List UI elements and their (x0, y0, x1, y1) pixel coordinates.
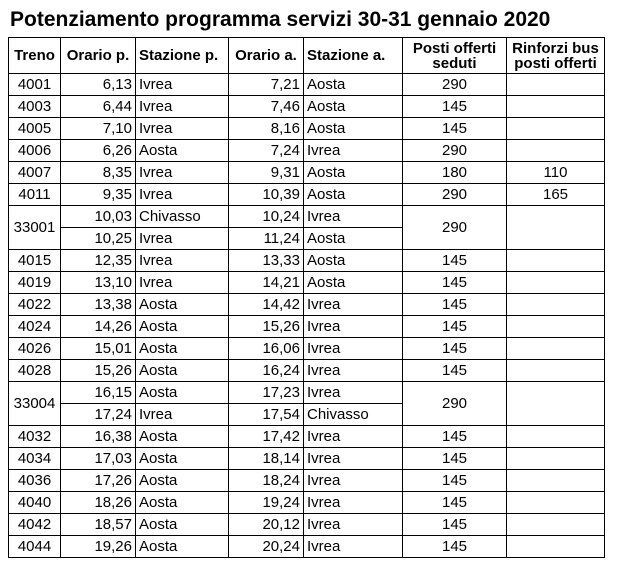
header-rinforzi-bus (507, 38, 605, 74)
rinforzi-cell (507, 382, 605, 426)
posti-cell: 145 (403, 448, 507, 470)
stazione-partenza-cell: Ivrea (136, 118, 229, 140)
table-row (9, 514, 605, 536)
orario-partenza-cell: 7,10 (61, 118, 136, 140)
stazione-arrivo-cell: Ivrea (304, 382, 403, 404)
rinforzi-cell (507, 470, 605, 492)
stazione-partenza-cell: Aosta (136, 382, 229, 404)
table-body (9, 74, 605, 558)
rinforzi-cell (507, 426, 605, 448)
header-posti-offerti (403, 38, 507, 74)
treno-cell: 4040 (9, 492, 61, 514)
stazione-arrivo-cell: Aosta (304, 228, 403, 250)
orario-arrivo-cell: 17,54 (229, 404, 304, 426)
table-row (9, 470, 605, 492)
rinforzi-cell (507, 536, 605, 558)
orario-partenza-cell: 18,57 (61, 514, 136, 536)
posti-cell: 145 (403, 338, 507, 360)
orario-arrivo-cell: 17,42 (229, 426, 304, 448)
rinforzi-cell (507, 206, 605, 250)
stazione-partenza-cell: Ivrea (136, 404, 229, 426)
stazione-arrivo-cell: Aosta (304, 184, 403, 206)
treno-cell: 4026 (9, 338, 61, 360)
sheet-title: Potenziamento programma servizi 30-31 gennaio 2020 (10, 8, 551, 31)
treno-cell: 4007 (9, 162, 61, 184)
table-row (9, 448, 605, 470)
orario-partenza-cell: 10,03 (61, 206, 136, 228)
schedule-table (8, 37, 605, 558)
stazione-partenza-cell: Aosta (136, 338, 229, 360)
stazione-partenza-cell: Aosta (136, 536, 229, 558)
stazione-partenza-cell: Ivrea (136, 250, 229, 272)
table-row (9, 382, 605, 404)
table-row (9, 118, 605, 140)
orario-arrivo-cell: 9,31 (229, 162, 304, 184)
orario-arrivo-cell: 11,24 (229, 228, 304, 250)
posti-cell: 145 (403, 360, 507, 382)
rinforzi-cell (507, 74, 605, 96)
rinforzi-cell (507, 338, 605, 360)
posti-cell: 290 (403, 140, 507, 162)
orario-partenza-cell: 12,35 (61, 250, 136, 272)
rinforzi-cell (507, 250, 605, 272)
table-row (9, 140, 605, 162)
treno-cell: 4028 (9, 360, 61, 382)
table-row (9, 536, 605, 558)
table-row (9, 162, 605, 184)
header-posti-line-2: seduti (432, 54, 477, 72)
stazione-partenza-cell: Aosta (136, 426, 229, 448)
posti-cell: 145 (403, 514, 507, 536)
stazione-arrivo-cell: Ivrea (304, 470, 403, 492)
orario-partenza-cell: 15,01 (61, 338, 136, 360)
stazione-partenza-cell: Ivrea (136, 272, 229, 294)
treno-cell: 4034 (9, 448, 61, 470)
rinforzi-cell: 165 (507, 184, 605, 206)
posti-cell: 145 (403, 536, 507, 558)
posti-cell: 290 (403, 184, 507, 206)
posti-cell: 145 (403, 118, 507, 140)
orario-partenza-cell: 19,26 (61, 536, 136, 558)
header-orario-arrivo: Orario a. (229, 38, 304, 74)
table-row (9, 74, 605, 96)
orario-arrivo-cell: 10,39 (229, 184, 304, 206)
orario-arrivo-cell: 14,42 (229, 294, 304, 316)
orario-partenza-cell: 8,35 (61, 162, 136, 184)
orario-arrivo-cell: 19,24 (229, 492, 304, 514)
posti-cell: 145 (403, 492, 507, 514)
posti-cell: 145 (403, 316, 507, 338)
treno-cell: 4036 (9, 470, 61, 492)
treno-cell: 4044 (9, 536, 61, 558)
treno-cell: 33001 (9, 206, 61, 250)
posti-cell: 290 (403, 382, 507, 426)
posti-cell: 145 (403, 96, 507, 118)
table-row (9, 316, 605, 338)
orario-arrivo-cell: 7,46 (229, 96, 304, 118)
stazione-arrivo-cell: Aosta (304, 74, 403, 96)
treno-cell: 33004 (9, 382, 61, 426)
header-rinforzi-line-1: Rinforzi bus (512, 39, 599, 57)
stazione-partenza-cell: Aosta (136, 294, 229, 316)
orario-arrivo-cell: 15,26 (229, 316, 304, 338)
table-row (9, 184, 605, 206)
orario-arrivo-cell: 18,24 (229, 470, 304, 492)
stazione-arrivo-cell: Ivrea (304, 426, 403, 448)
treno-cell: 4032 (9, 426, 61, 448)
orario-partenza-cell: 13,38 (61, 294, 136, 316)
orario-arrivo-cell: 7,24 (229, 140, 304, 162)
orario-partenza-cell: 6,13 (61, 74, 136, 96)
table-row (9, 206, 605, 228)
rinforzi-cell (507, 272, 605, 294)
rinforzi-cell (507, 96, 605, 118)
stazione-partenza-cell: Aosta (136, 470, 229, 492)
rinforzi-cell (507, 294, 605, 316)
stazione-arrivo-cell: Ivrea (304, 206, 403, 228)
orario-arrivo-cell: 13,33 (229, 250, 304, 272)
orario-partenza-cell: 13,10 (61, 272, 136, 294)
orario-arrivo-cell: 8,16 (229, 118, 304, 140)
orario-partenza-cell: 16,15 (61, 382, 136, 404)
treno-cell: 4015 (9, 250, 61, 272)
stazione-partenza-cell: Aosta (136, 360, 229, 382)
stazione-arrivo-cell: Ivrea (304, 316, 403, 338)
posti-cell: 290 (403, 74, 507, 96)
orario-partenza-cell: 10,25 (61, 228, 136, 250)
stazione-arrivo-cell: Ivrea (304, 294, 403, 316)
orario-arrivo-cell: 18,14 (229, 448, 304, 470)
treno-cell: 4022 (9, 294, 61, 316)
rinforzi-cell (507, 316, 605, 338)
treno-cell: 4001 (9, 74, 61, 96)
table-row (9, 272, 605, 294)
header-orario-partenza: Orario p. (61, 38, 136, 74)
treno-cell: 4019 (9, 272, 61, 294)
stazione-partenza-cell: Aosta (136, 492, 229, 514)
rinforzi-cell (507, 514, 605, 536)
stazione-partenza-cell: Ivrea (136, 74, 229, 96)
stazione-arrivo-cell: Aosta (304, 272, 403, 294)
posti-cell: 145 (403, 294, 507, 316)
orario-arrivo-cell: 7,21 (229, 74, 304, 96)
orario-partenza-cell: 17,24 (61, 404, 136, 426)
table-row (9, 360, 605, 382)
orario-partenza-cell: 16,38 (61, 426, 136, 448)
stazione-partenza-cell: Aosta (136, 140, 229, 162)
stazione-partenza-cell: Ivrea (136, 162, 229, 184)
orario-arrivo-cell: 20,12 (229, 514, 304, 536)
stazione-partenza-cell: Aosta (136, 316, 229, 338)
treno-cell: 4005 (9, 118, 61, 140)
header-row (9, 38, 605, 74)
rinforzi-cell (507, 492, 605, 514)
posti-cell: 145 (403, 250, 507, 272)
stazione-arrivo-cell: Ivrea (304, 448, 403, 470)
treno-cell: 4042 (9, 514, 61, 536)
rinforzi-cell (507, 448, 605, 470)
rinforzi-cell (507, 118, 605, 140)
orario-arrivo-cell: 14,21 (229, 272, 304, 294)
treno-cell: 4003 (9, 96, 61, 118)
orario-arrivo-cell: 10,24 (229, 206, 304, 228)
table-row (9, 250, 605, 272)
orario-partenza-cell: 17,03 (61, 448, 136, 470)
table-row (9, 338, 605, 360)
stazione-arrivo-cell: Aosta (304, 118, 403, 140)
treno-cell: 4006 (9, 140, 61, 162)
stazione-partenza-cell: Aosta (136, 514, 229, 536)
treno-cell: 4011 (9, 184, 61, 206)
table-row (9, 426, 605, 448)
posti-cell: 145 (403, 272, 507, 294)
orario-partenza-cell: 6,26 (61, 140, 136, 162)
header-treno: Treno (9, 38, 61, 74)
table-row (9, 294, 605, 316)
orario-partenza-cell: 18,26 (61, 492, 136, 514)
posti-cell: 145 (403, 426, 507, 448)
header-stazione-arrivo: Stazione a. (304, 38, 403, 74)
stazione-arrivo-cell: Ivrea (304, 360, 403, 382)
stazione-partenza-cell: Ivrea (136, 228, 229, 250)
header-posti-line-1: Posti offerti (412, 39, 497, 57)
stazione-arrivo-cell: Ivrea (304, 536, 403, 558)
rinforzi-cell (507, 360, 605, 382)
stazione-partenza-cell: Ivrea (136, 184, 229, 206)
posti-cell: 180 (403, 162, 507, 184)
stazione-arrivo-cell: Aosta (304, 250, 403, 272)
stazione-arrivo-cell: Aosta (304, 162, 403, 184)
orario-arrivo-cell: 16,06 (229, 338, 304, 360)
stazione-partenza-cell: Chivasso (136, 206, 229, 228)
table-row (9, 492, 605, 514)
orario-partenza-cell: 9,35 (61, 184, 136, 206)
stazione-arrivo-cell: Chivasso (304, 404, 403, 426)
orario-partenza-cell: 6,44 (61, 96, 136, 118)
orario-partenza-cell: 17,26 (61, 470, 136, 492)
orario-partenza-cell: 14,26 (61, 316, 136, 338)
rinforzi-cell: 110 (507, 162, 605, 184)
header-rinforzi-line-2: posti offerti (514, 54, 597, 72)
posti-cell: 145 (403, 470, 507, 492)
stazione-partenza-cell: Aosta (136, 448, 229, 470)
orario-arrivo-cell: 20,24 (229, 536, 304, 558)
stazione-arrivo-cell: Ivrea (304, 492, 403, 514)
posti-cell: 290 (403, 206, 507, 250)
orario-partenza-cell: 15,26 (61, 360, 136, 382)
orario-arrivo-cell: 16,24 (229, 360, 304, 382)
stazione-arrivo-cell: Ivrea (304, 514, 403, 536)
stazione-arrivo-cell: Ivrea (304, 140, 403, 162)
table-row (9, 96, 605, 118)
rinforzi-cell (507, 140, 605, 162)
orario-arrivo-cell: 17,23 (229, 382, 304, 404)
treno-cell: 4024 (9, 316, 61, 338)
header-stazione-partenza: Stazione p. (136, 38, 229, 74)
stazione-arrivo-cell: Aosta (304, 96, 403, 118)
stazione-partenza-cell: Ivrea (136, 96, 229, 118)
stazione-arrivo-cell: Ivrea (304, 338, 403, 360)
